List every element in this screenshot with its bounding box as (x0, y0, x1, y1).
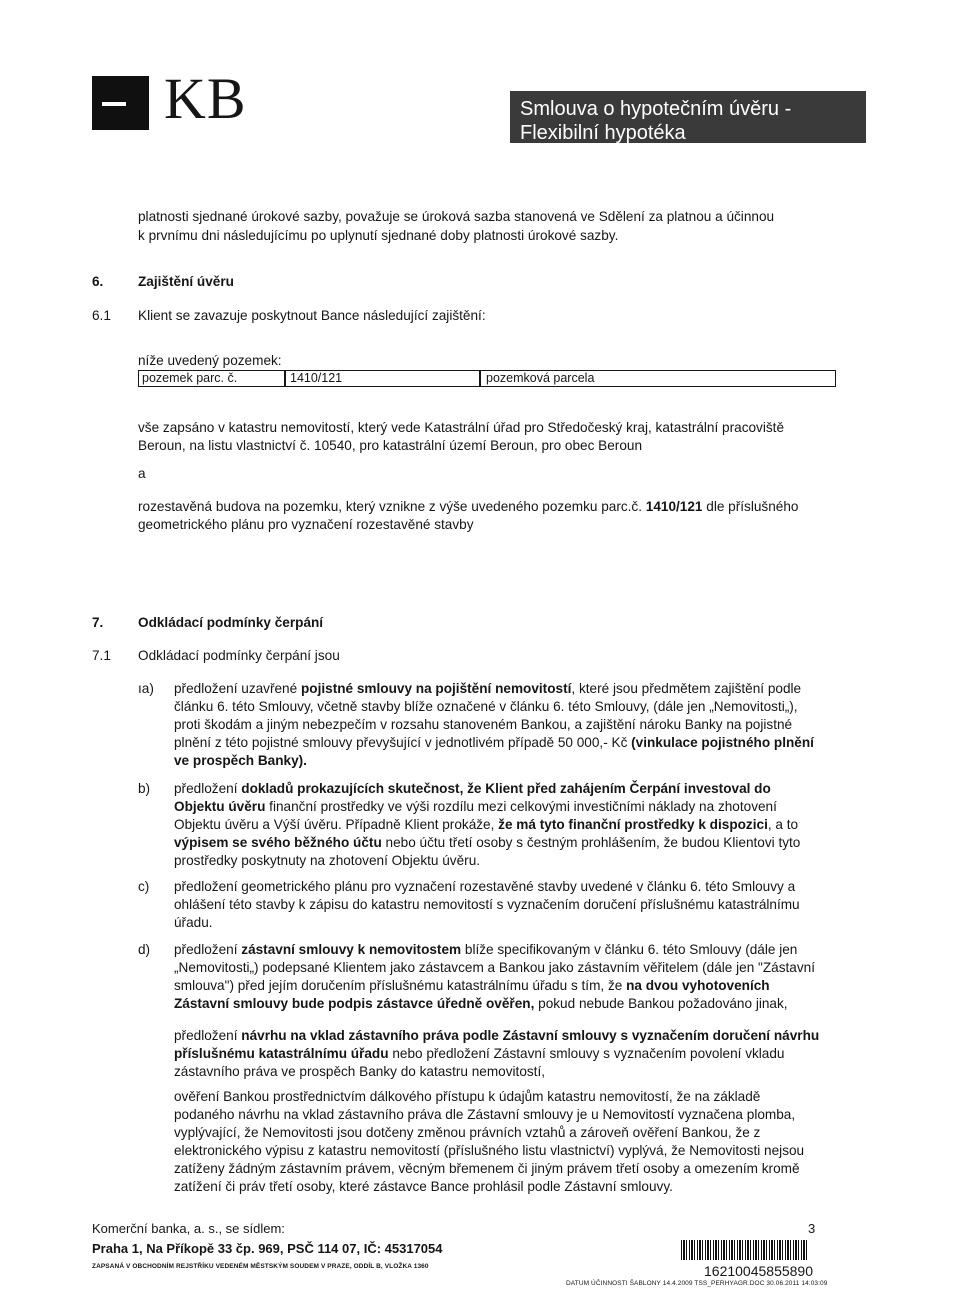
section-7-number: 7. (92, 615, 104, 630)
item-a-letter: ıa) (138, 681, 154, 696)
footer-address: Praha 1, Na Příkopě 33 čp. 969, PSČ 114 07, IČ: 45317054 (92, 1241, 443, 1256)
text-run-bold: příslušnému katastrálnímu úřadu (174, 1046, 389, 1061)
text-run-bold: pojistné smlouvy na pojištění nemovitostí (300, 681, 572, 696)
page-number: 3 (808, 1221, 816, 1236)
text-run: předložení (174, 781, 242, 796)
text-run: plnění z této pojistné smlouvy převyšující v jednotlivém případě 50 000,- Kč (174, 735, 632, 750)
section-6-1-number: 6.1 (92, 308, 111, 323)
parcel-label: níže uvedený pozemek: (138, 353, 282, 368)
conjunction-a: a (138, 466, 146, 481)
item-a-line-5: ve prospěch Banky). (174, 753, 307, 768)
text-run: dle příslušného (702, 499, 799, 514)
banner-line-1: Smlouva o hypotečním úvěru - (520, 98, 792, 120)
text-run: nebo účtu třetí osoby s čestným prohlášením, že budou Klientovi tyto (381, 835, 801, 850)
item-c-line-3: úřadu. (174, 915, 213, 930)
footer-company: Komerční banka, a. s., se sídlem: (92, 1221, 285, 1236)
text-run: smlouva") před jejím doručením příslušnému katastrálnímu úřadu s tím, že (174, 978, 627, 993)
item-f-line-1: ověření Bankou prostřednictvím dálkového přístupu k údajům katastru nemovitostí, že na základě (174, 1089, 761, 1104)
building-line-1 (138, 498, 850, 517)
text-run-bold: Objektu úvěru (174, 799, 266, 814)
item-c-letter: c) (138, 879, 150, 894)
item-f-line-6: zatížení či práv třetí osoby, které zástavce Bance prohlásil podle Zástavní smlouvy. (174, 1179, 673, 1194)
text-run: , které jsou předmětem zajištění podle (571, 681, 802, 696)
building-line-2: geometrického plánu pro vyznačení rozestavěné stavby (138, 517, 474, 532)
document-title-banner (510, 91, 866, 143)
item-b-line-4 (174, 834, 850, 853)
section-7-title: Odkládací podmínky čerpání (138, 615, 324, 630)
registry-line-2: Beroun, na listu vlastnictví č. 10540, pro katastrální území Beroun, pro obec Beroun (138, 438, 643, 453)
section-6-1-text: Klient se zavazuje poskytnout Bance následující zajištění: (138, 308, 486, 323)
text-run-bold: dokladů prokazujících skutečnost, že Klient před zahájením Čerpání investoval do (241, 781, 771, 796)
document-number: 16210045855890 (704, 1263, 814, 1279)
table-divider (284, 371, 286, 386)
table-divider (479, 371, 481, 386)
registry-line-1: vše zapsáno v katastru nemovitostí, který vede Katastrální úřad pro Středočeský kraj, katastrální pracoviště (138, 420, 785, 435)
item-a-line-2: článku 6. této Smlouvy, včetně stavby blíže označené v článku 6. této Smlouvy, (dále jen „Nemovitosti„), (174, 699, 798, 714)
item-c-line-1: předložení geometrického plánu pro vyznačení rozestavěné stavby uvedené v článku 6. této Smlouvy a (174, 879, 796, 894)
text-run: nebo předložení Zástavní smlouvy s vyznačením povolení vkladu (388, 1046, 785, 1061)
document-meta: DATUM ÚČINNOSTI ŠABLONY 14.4.2009 TSS_PERHYAGR.DOC 30.06.2011 14:03:09 (566, 1280, 828, 1287)
item-e-line-2 (174, 1045, 850, 1064)
text-run: předložení (174, 1028, 242, 1043)
item-f-line-4: elektronického výpisu z katastru nemovitostí (příslušného listu vlastnictví) vyplývá, že Nemovitosti nejsou (174, 1143, 805, 1158)
item-f-line-2: podaného návrhu na vklad zástavního práva dle Zástavní smlouvy je u Nemovitostí vyznačena plomba, (174, 1107, 796, 1122)
item-d-line-1 (174, 941, 850, 960)
banner-line-2: Flexibilní hypotéka (520, 122, 686, 144)
item-f-line-5: zatíženy žádným zástavním právem, věcným břemenem či jiným právem třetí osoby a omezením kromě (174, 1161, 800, 1176)
text-run: , a to (767, 817, 799, 832)
parcel-table-col2: 1410/121 (290, 371, 343, 385)
intro-line-1: platnosti sjednané úrokové sazby, považuje se úroková sazba stanovená ve Sdělení za platnou a účinnou (138, 209, 775, 224)
item-d-line-4 (174, 995, 850, 1014)
item-a-line-3: proti škodám a jiným nebezpečím v rozsahu stanoveném Bankou, a zajištění nároku Banky na pojistné (174, 717, 793, 732)
kb-logo-text: KB (164, 66, 247, 131)
kb-logo-mark (92, 76, 149, 130)
text-run-bold: návrhu na vklad zástavního práva podle Zástavní smlouvy s vyznačením doručení návrhu (241, 1028, 820, 1043)
section-6-number: 6. (92, 274, 104, 289)
text-run: blíže specifikovaným v článku 6. této Smlouvy (dále jen (461, 942, 798, 957)
text-run: finanční prostředky ve výši rozdílu mezi celkovými investičními náklady na zhotovení (265, 799, 777, 814)
item-b-letter: b) (138, 781, 151, 796)
item-a-line-4 (174, 734, 850, 753)
text-run: Objektu úvěru a Výší úvěru. Případně Klient prokáže, (174, 817, 499, 832)
section-7-1-number: 7.1 (92, 648, 111, 663)
parcel-table-col1: pozemek parc. č. (142, 371, 238, 385)
text-run-bold: Zástavní smlouvy bude podpis zástavce úředně ověřen, (174, 996, 535, 1011)
parcel-table (138, 370, 836, 387)
intro-line-2: k prvnímu dni následujícímu po uplynutí sjednané doby platnosti úrokové sazby. (138, 228, 619, 243)
item-f-line-3: vyplývající, že Nemovitosti jsou dotčeny změnou právních vztahů a zároveň ověření Bankou, že z (174, 1125, 761, 1140)
item-e-line-3: zástavního práva ve prospěch Banky do katastru nemovitostí, (174, 1064, 546, 1079)
item-b-line-3 (174, 816, 850, 835)
logo-bar-icon (102, 102, 126, 106)
item-c-line-2: ohlášení této stavby k zápisu do katastru nemovitostí s vyznačením doručení příslušnému katastrálnímu (174, 897, 800, 912)
item-e-line-1 (174, 1027, 850, 1046)
footer-registry: ZAPSANÁ V OBCHODNÍM REJSTŘÍKU VEDENÉM MĚSTSKÝM SOUDEM V PRAZE, ODDÍL B, VLOŽKA 1360 (92, 1263, 429, 1270)
text-run-bold: že má tyto finanční prostředky k dispozici (498, 817, 768, 832)
item-d-line-3 (174, 977, 850, 996)
text-run-bold: zástavní smlouvy k nemovitostem (241, 942, 462, 957)
item-d-letter: d) (138, 942, 151, 957)
text-run-bold: výpisem se svého běžného účtu (174, 835, 382, 850)
text-run-bold: (vinkulace pojistného plnění (631, 735, 814, 750)
text-run: předložení (174, 942, 242, 957)
text-run-bold: 1410/121 (645, 499, 703, 514)
text-run: pokud nebude Bankou požadováno jinak, (534, 996, 788, 1011)
section-7-1-text: Odkládací podmínky čerpání jsou (138, 648, 340, 663)
text-run: předložení uzavřené (174, 681, 301, 696)
item-b-line-2 (174, 798, 850, 817)
text-run: rozestavěná budova na pozemku, který vznikne z výše uvedeného pozemku parc.č. (138, 499, 646, 514)
item-a-line-1 (174, 680, 850, 699)
item-b-line-5: prostředky poskytnuty na zhotovení Objektu úvěru. (174, 853, 481, 868)
parcel-table-col3: pozemková parcela (486, 371, 595, 385)
barcode-icon (681, 1240, 808, 1260)
text-run-bold: na dvou vyhotoveních (626, 978, 770, 993)
section-6-title: Zajištění úvěru (138, 274, 234, 289)
item-d-line-2: „Nemovitosti„) podepsané Klientem jako zástavcem a Bankou jako zástavním věřitelem (dále jen "Zástavní (174, 960, 816, 975)
item-b-line-1 (174, 780, 850, 799)
